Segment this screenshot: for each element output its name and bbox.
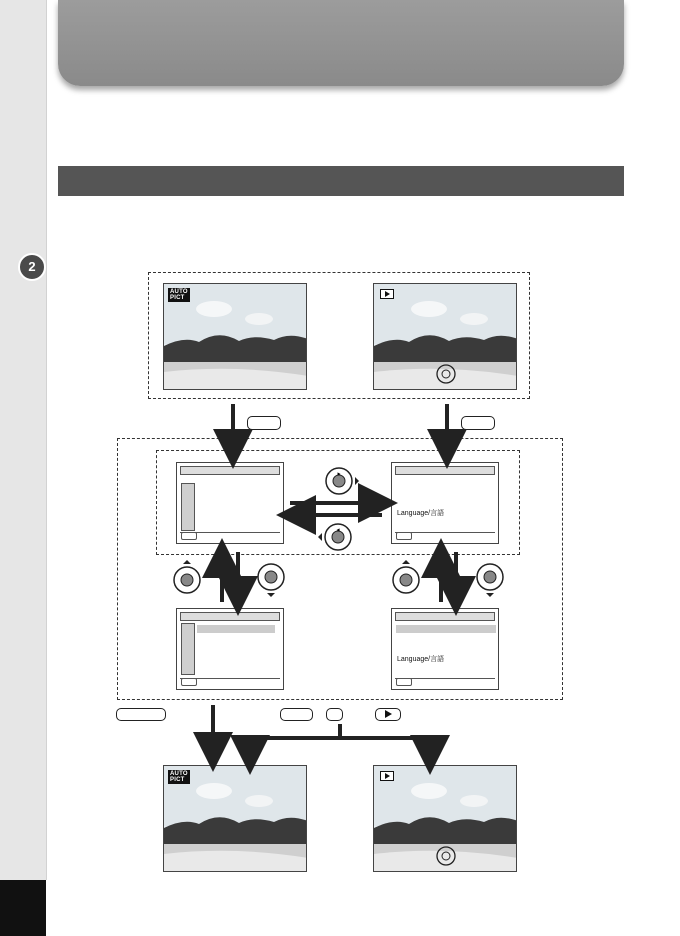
- menu-button-pill: [280, 708, 313, 721]
- four-way-controller-icon: [475, 562, 505, 598]
- four-way-controller-icon: [391, 560, 421, 596]
- auto-pict-badge: AUTO PICT: [170, 771, 188, 783]
- shutter-button-pill: [116, 708, 166, 721]
- language-setting: Language/言語: [397, 656, 445, 663]
- menu-button-pill: [247, 416, 281, 430]
- arrow-hint: ◀: [336, 527, 340, 532]
- four-way-controller-icon: [324, 466, 360, 496]
- chapter-number: 2: [28, 259, 36, 274]
- four-way-controller-icon: [172, 560, 202, 596]
- playback-button-pill: [375, 708, 401, 721]
- menu-button-pill: [461, 416, 495, 430]
- ok-button-pill: [326, 708, 343, 721]
- arrow-hint: ▶: [337, 471, 341, 476]
- auto-pict-badge: AUTO PICT: [170, 289, 188, 301]
- four-way-controller-icon: [256, 562, 286, 598]
- four-way-controller-icon: [317, 522, 353, 552]
- language-setting: Language/言語: [397, 510, 445, 517]
